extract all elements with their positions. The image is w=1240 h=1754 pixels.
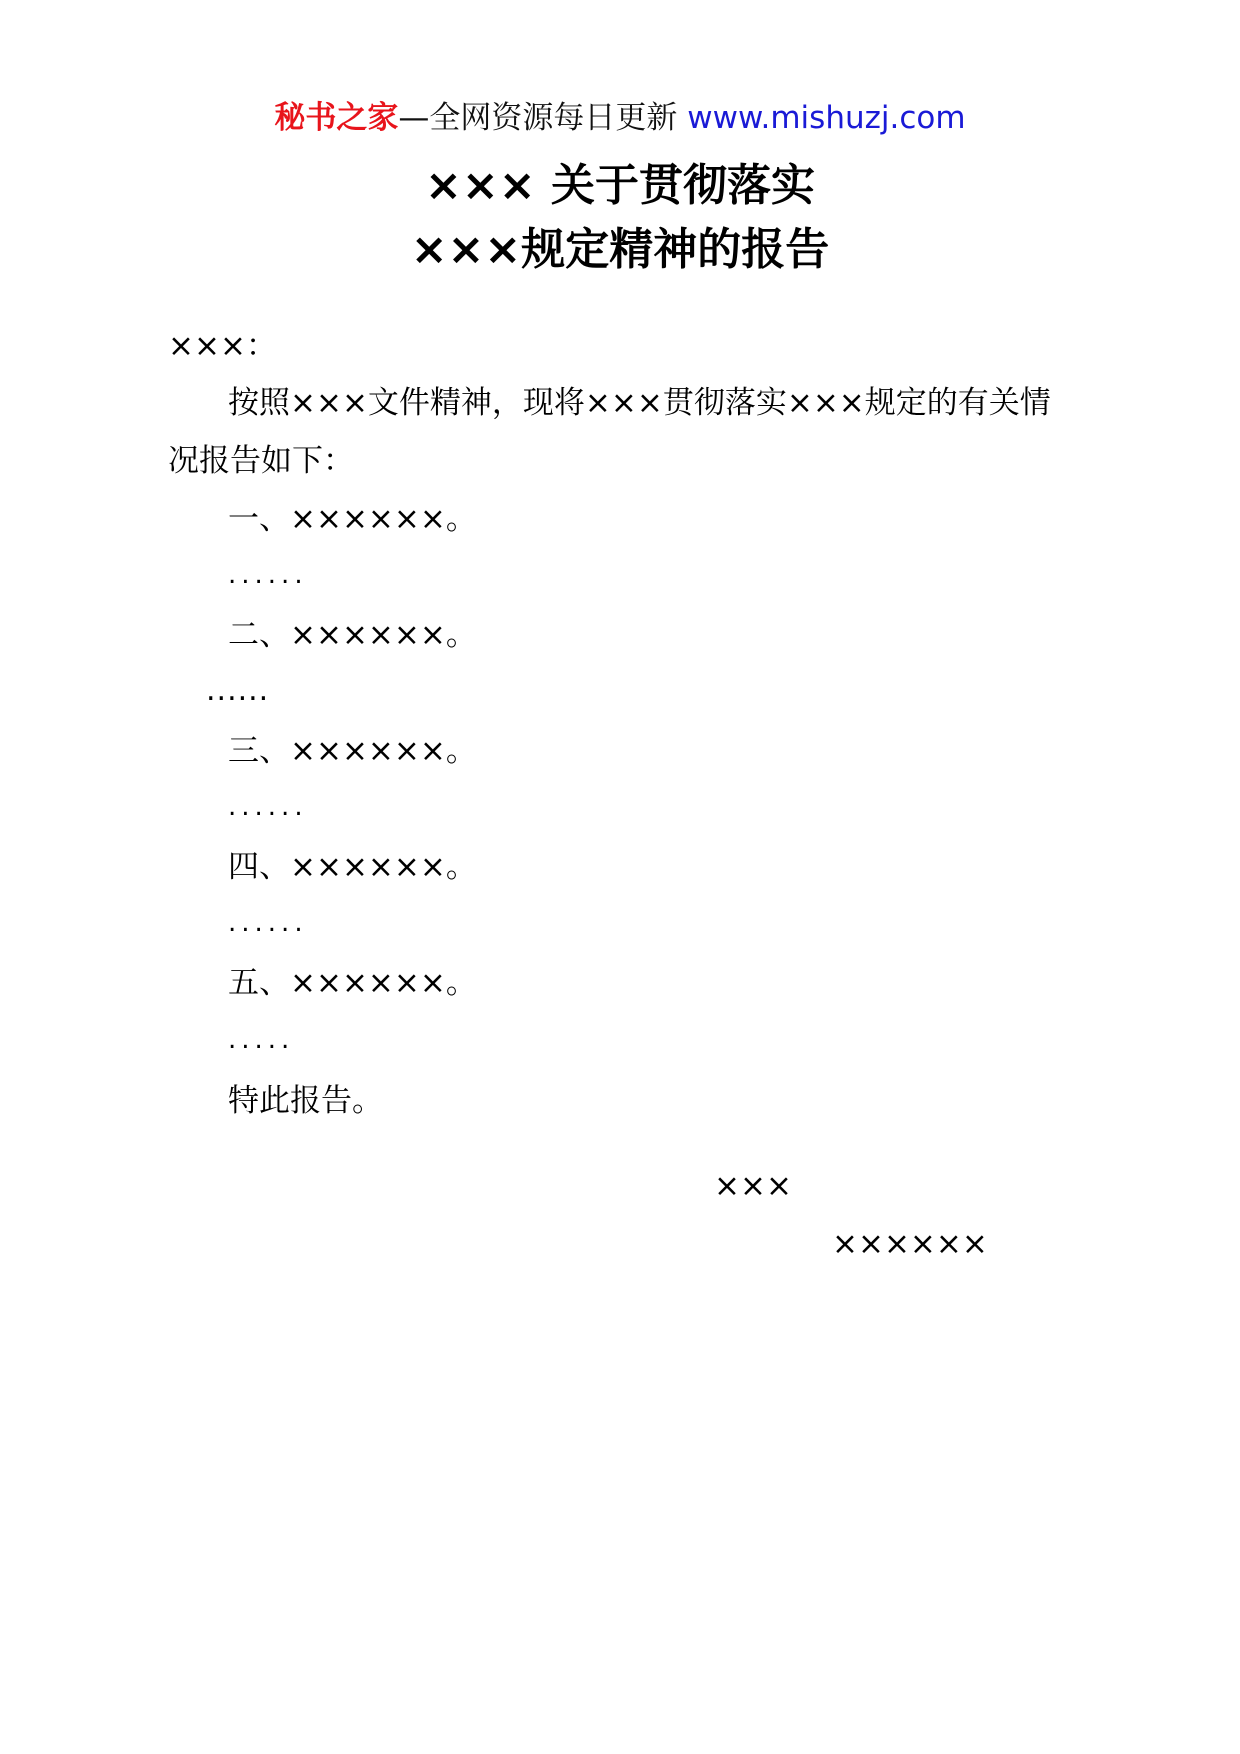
section-heading-3: 三、××××××。 xyxy=(228,733,477,769)
intro-paragraph-line-2: 况报告如下： xyxy=(168,443,354,479)
report-title-line-2: ×××规定精神的报告 xyxy=(410,224,830,275)
ellipsis-5: ..... xyxy=(228,1025,295,1055)
ellipsis-2: ...... xyxy=(206,673,270,708)
site-header xyxy=(0,98,1240,138)
signature-name: ××× xyxy=(714,1168,792,1204)
signature-date: ×××××× xyxy=(832,1226,988,1262)
site-url-link[interactable]: www.mishuzj.com xyxy=(687,100,966,136)
report-title-line-1: ××× 关于贯彻落实 xyxy=(425,160,815,211)
section-heading-4: 四、××××××。 xyxy=(228,849,477,885)
brand-name: 秘书之家 xyxy=(274,100,399,136)
ellipsis-1: ...... xyxy=(228,560,308,590)
section-heading-1: 一、××××××。 xyxy=(228,501,477,537)
ellipsis-3: ...... xyxy=(228,792,308,822)
intro-paragraph-line-1: 按照×××文件精神，现将×××贯彻落实×××规定的有关情 xyxy=(228,385,1051,421)
salutation: ×××： xyxy=(168,328,277,364)
header-slogan: —全网资源每日更新 xyxy=(398,100,678,136)
closing-remark: 特此报告。 xyxy=(228,1083,383,1119)
ellipsis-4: ...... xyxy=(228,908,308,938)
section-heading-5: 五、××××××。 xyxy=(228,965,477,1001)
section-heading-2: 二、××××××。 xyxy=(228,617,477,653)
